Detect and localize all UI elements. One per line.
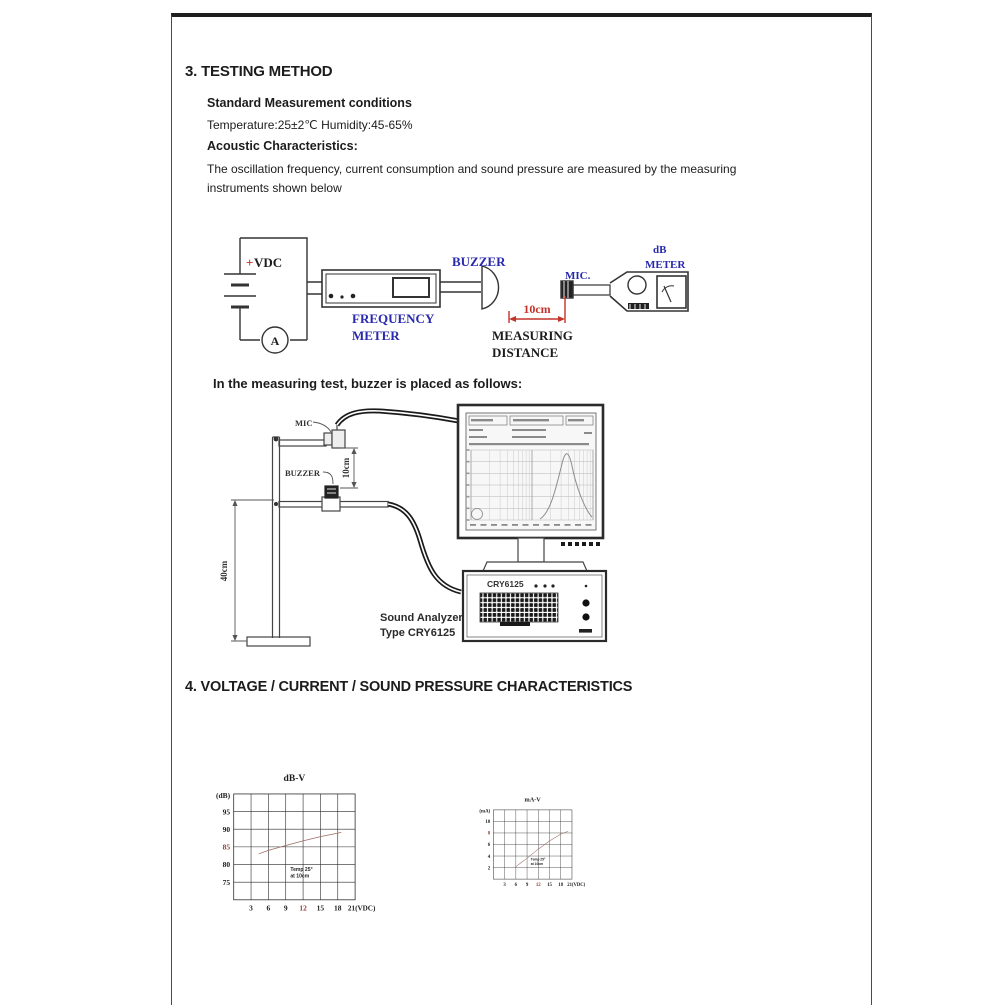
mic-clamp [324,433,332,445]
y-tick-label: 4 [487,854,491,860]
x-tick-label: 15 [316,903,325,913]
db-label-2: METER [645,259,686,271]
y-tick-label: 8 [487,831,491,837]
buzzer-cable [388,504,461,592]
height-dimension [231,500,274,641]
acoustic-line1: The oscillation frequency, current consumption and sound pressure are measured by the measuring [207,162,737,176]
y-axis-unit: (dB) [215,791,231,801]
analyzer-model-label: CRY6125 [487,579,524,589]
buzzer-clamp [322,497,340,511]
analyzer-keyboard [480,593,558,622]
height-40cm-label: 40cm [219,560,229,582]
monitor-neck [518,538,544,562]
db-label-1: dB [653,244,667,256]
mic-label: MIC. [565,270,591,282]
db-meter-knob [628,276,646,294]
chart-annotation: Temp 25° [530,857,546,862]
ma-v-chart [475,715,780,965]
frequency-meter-box [322,270,440,307]
x-tick-label: 18 [558,883,564,889]
placement-note: In the measuring test, buzzer is placed as follows: [213,376,523,391]
x-tick-label: 6 [514,883,518,889]
x-axis-end-label: 21(VDC) [347,904,376,913]
sound-analyzer [463,571,606,641]
x-tick-label: 3 [249,903,253,913]
setup-diagram [192,398,642,660]
setup-buzzer-label: BUZZER [285,468,320,478]
stand-pole [273,437,280,638]
y-tick-label: 10 [485,820,491,826]
ammeter-label: A [270,334,280,348]
chart-annotation: at 10cm [530,862,544,867]
x-tick-label: 9 [283,903,288,913]
chart-annotation: Temp 25° [290,866,313,873]
x-axis-end-label: 21(VDC) [567,883,586,889]
conditions-text: Temperature:25±2℃ Humidity:45-65% [207,118,413,132]
measuring-label: MEASURING [492,328,573,343]
analyzer-caption-2: Type CRY6125 [380,627,456,639]
analyzer-caption-1: Sound Analyzer [380,612,463,624]
gap-10cm-label: 10cm [341,457,351,479]
frequency-meter-label-2: METER [352,328,400,343]
buzzer-horn [482,266,499,309]
y-tick-label: 75 [222,877,231,887]
analyzer-slot [579,629,592,633]
x-tick-label: 18 [334,903,342,913]
x-tick-label: 12 [299,903,307,913]
x-tick-label: 15 [547,883,552,889]
y-tick-label: 80 [222,860,231,870]
monitor-connectors [561,542,600,546]
buzzer-label: BUZZER [452,254,506,269]
db-v-chart [205,715,510,965]
section4-heading: 4. VOLTAGE / CURRENT / SOUND PRESSURE CHARACTERISTICS [185,679,633,695]
supply-vdc-label: VDC [254,255,283,270]
x-tick-label: 9 [525,883,529,889]
buzzer-under-test [325,486,338,498]
mic-body [332,430,345,448]
x-tick-label: 3 [503,883,506,889]
analyzer-knob-1 [582,599,589,606]
db-meter-grill [628,303,649,309]
x-tick-label: 12 [535,883,541,889]
supply-plus-label: + [246,255,254,270]
data-curve [259,832,342,854]
acoustic-heading: Acoustic Characteristics: [207,139,358,153]
setup-mic-label: MIC [295,418,313,428]
chart-title: mA-V [524,796,541,804]
analyzer-spacebar [500,622,530,626]
y-tick-label: 6 [487,843,491,849]
y-tick-label: 85 [222,842,231,852]
section3-heading: 3. TESTING METHOD [185,63,333,80]
stand-base [247,637,310,646]
y-tick-label: 90 [222,824,231,834]
circuit-diagram [215,228,700,370]
analyzer-monitor [458,405,603,571]
stand-arm-top [279,440,326,446]
chart-title: dB-V [283,772,306,784]
chart-annotation: at 10cm [290,873,310,880]
analyzer-led [585,585,588,588]
distance-10cm-label: 10cm [523,302,551,316]
standard-conditions-heading: Standard Measurement conditions [207,96,412,110]
distance-label: DISTANCE [492,345,559,360]
analyzer-knob-2 [582,613,589,620]
y-axis-unit: (mA) [479,809,491,815]
x-tick-label: 6 [266,903,271,913]
acoustic-line2: instruments shown below [207,181,342,195]
frequency-meter-display [393,278,429,297]
frequency-meter-label-1: FREQUENCY [352,311,435,326]
db-meter-dial [657,276,686,308]
mic-tip [561,281,573,298]
y-tick-label: 2 [487,866,491,872]
y-tick-label: 95 [222,807,231,817]
monitor-bracket [483,562,587,571]
